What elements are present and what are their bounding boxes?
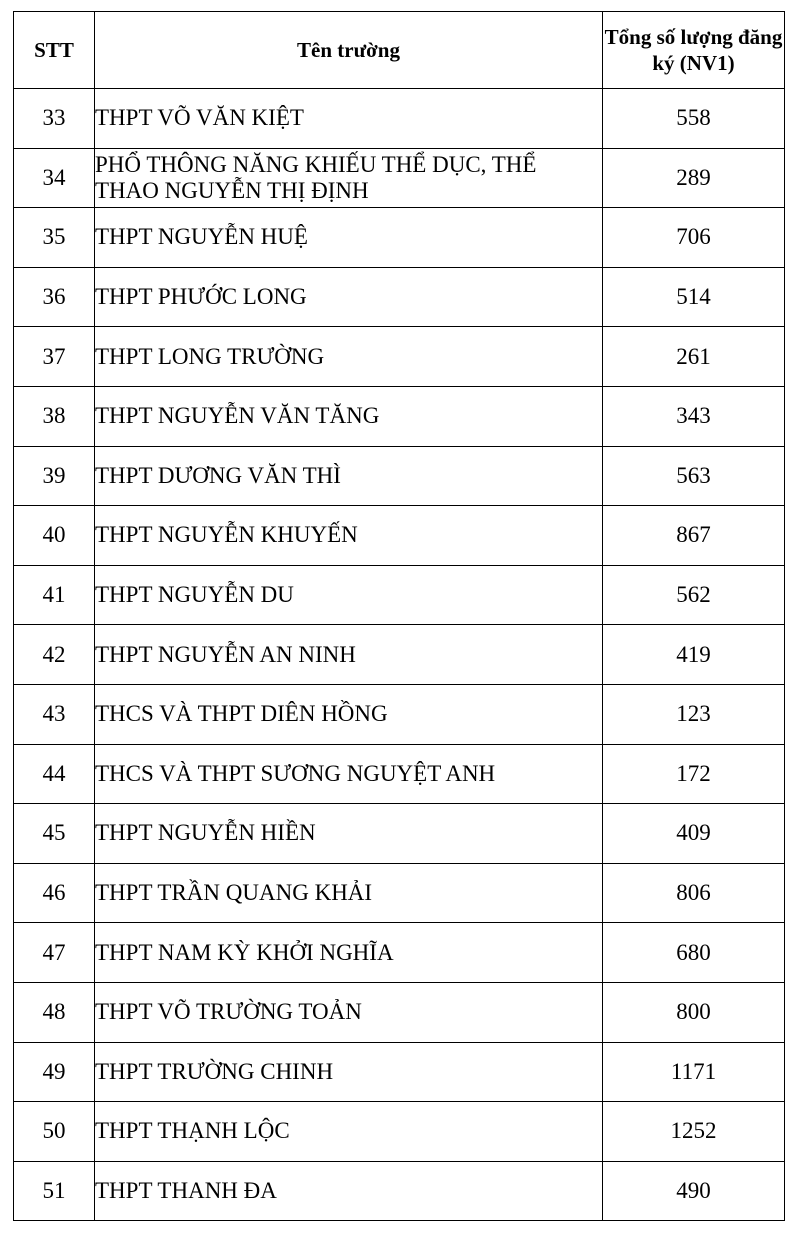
- table-row: [14, 89, 785, 149]
- row-registration-count: 289: [603, 148, 785, 208]
- row-stt: 42: [14, 625, 95, 685]
- row-registration-count: 706: [603, 208, 785, 268]
- row-school-name: THPT THANH ĐA: [95, 1161, 603, 1221]
- row-stt: 39: [14, 446, 95, 506]
- row-school-name: THPT NGUYỄN VĂN TĂNG: [95, 386, 603, 446]
- table-row: [14, 744, 785, 804]
- row-school-name: THPT VÕ TRƯỜNG TOẢN: [95, 982, 603, 1042]
- table-row: [14, 1102, 785, 1162]
- row-registration-count: 490: [603, 1161, 785, 1221]
- table-row: [14, 148, 785, 208]
- row-school-name: THPT NGUYỄN DU: [95, 565, 603, 625]
- table-row: [14, 327, 785, 387]
- row-registration-count: 1171: [603, 1042, 785, 1102]
- row-stt: 46: [14, 863, 95, 923]
- table-row: [14, 684, 785, 744]
- row-registration-count: 1252: [603, 1102, 785, 1162]
- row-school-name: PHỔ THÔNG NĂNG KHIẾU THỂ DỤC, THỂ THAO NGUYỄN THỊ ĐỊNH: [95, 148, 603, 208]
- row-registration-count: 419: [603, 625, 785, 685]
- row-stt: 40: [14, 506, 95, 566]
- table-row: [14, 446, 785, 506]
- header-registration-count: Tổng số lượng đăng ký (NV1): [603, 12, 785, 89]
- row-registration-count: 261: [603, 327, 785, 387]
- row-registration-count: 562: [603, 565, 785, 625]
- row-school-name: THPT DƯƠNG VĂN THÌ: [95, 446, 603, 506]
- school-registration-table: [13, 11, 785, 1221]
- row-stt: 50: [14, 1102, 95, 1162]
- row-stt: 33: [14, 89, 95, 149]
- header-stt: STT: [14, 12, 95, 89]
- table-row: [14, 565, 785, 625]
- table-row: [14, 923, 785, 983]
- table-row: [14, 625, 785, 685]
- row-school-name: THPT NGUYỄN KHUYẾN: [95, 506, 603, 566]
- table-row: [14, 982, 785, 1042]
- row-registration-count: 172: [603, 744, 785, 804]
- row-registration-count: 806: [603, 863, 785, 923]
- row-stt: 49: [14, 1042, 95, 1102]
- table-row: [14, 208, 785, 268]
- row-registration-count: 409: [603, 804, 785, 864]
- row-stt: 48: [14, 982, 95, 1042]
- row-school-name: THPT THẠNH LỘC: [95, 1102, 603, 1162]
- table-row: [14, 1042, 785, 1102]
- row-registration-count: 514: [603, 267, 785, 327]
- table-row: [14, 804, 785, 864]
- row-stt: 44: [14, 744, 95, 804]
- row-school-name: THCS VÀ THPT SƯƠNG NGUYỆT ANH: [95, 744, 603, 804]
- row-stt: 35: [14, 208, 95, 268]
- row-stt: 51: [14, 1161, 95, 1221]
- table-row: [14, 1161, 785, 1221]
- table-row: [14, 267, 785, 327]
- row-school-name: THPT NGUYỄN AN NINH: [95, 625, 603, 685]
- row-registration-count: 680: [603, 923, 785, 983]
- row-stt: 41: [14, 565, 95, 625]
- row-registration-count: 343: [603, 386, 785, 446]
- row-stt: 43: [14, 684, 95, 744]
- row-school-name: THPT LONG TRƯỜNG: [95, 327, 603, 387]
- row-registration-count: 563: [603, 446, 785, 506]
- row-school-name: THPT NGUYỄN HUỆ: [95, 208, 603, 268]
- row-stt: 38: [14, 386, 95, 446]
- row-school-name: THPT PHƯỚC LONG: [95, 267, 603, 327]
- row-school-name: THCS VÀ THPT DIÊN HỒNG: [95, 684, 603, 744]
- row-school-name: THPT NAM KỲ KHỞI NGHĨA: [95, 923, 603, 983]
- table-row: [14, 506, 785, 566]
- row-stt: 34: [14, 148, 95, 208]
- row-school-name: THPT VÕ VĂN KIỆT: [95, 89, 603, 149]
- row-registration-count: 123: [603, 684, 785, 744]
- row-school-name: THPT TRƯỜNG CHINH: [95, 1042, 603, 1102]
- row-school-name: THPT NGUYỄN HIỀN: [95, 804, 603, 864]
- row-school-name: THPT TRẦN QUANG KHẢI: [95, 863, 603, 923]
- row-stt: 36: [14, 267, 95, 327]
- row-stt: 37: [14, 327, 95, 387]
- table-row: [14, 386, 785, 446]
- header-school-name: Tên trường: [95, 12, 603, 89]
- row-stt: 47: [14, 923, 95, 983]
- row-registration-count: 558: [603, 89, 785, 149]
- table-row: [14, 863, 785, 923]
- row-stt: 45: [14, 804, 95, 864]
- row-registration-count: 867: [603, 506, 785, 566]
- table-body: [14, 89, 785, 1221]
- header-row: [14, 12, 785, 89]
- row-registration-count: 800: [603, 982, 785, 1042]
